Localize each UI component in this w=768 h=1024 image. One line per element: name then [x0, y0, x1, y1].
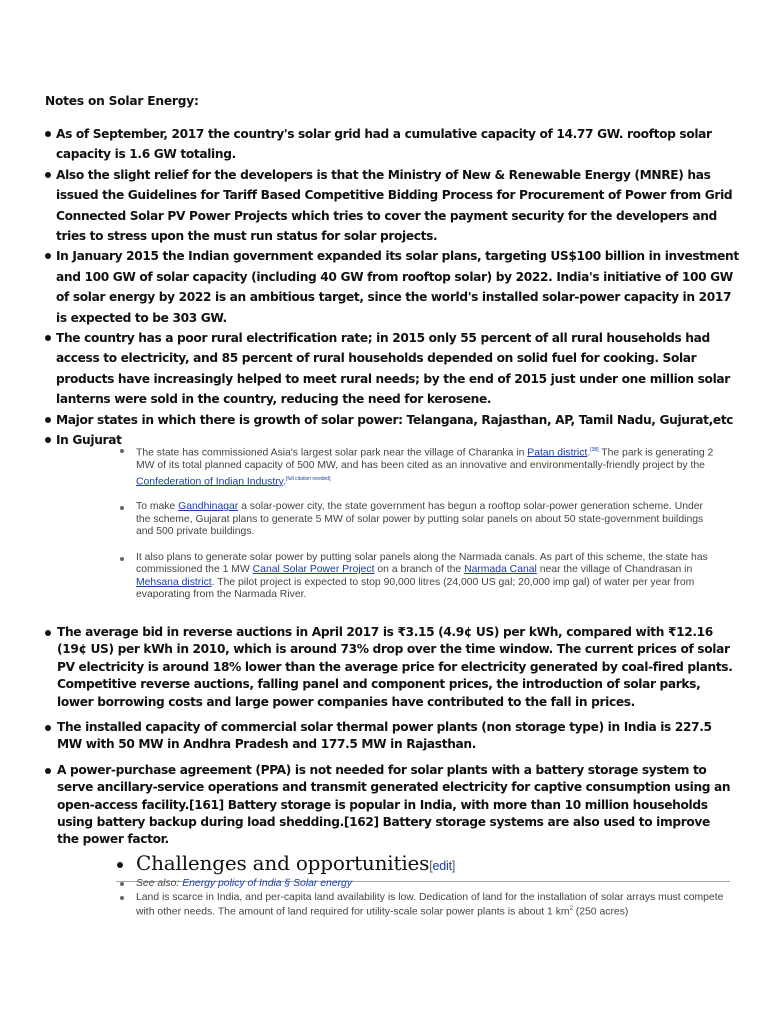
bullet-rural-electrification: The country has a poor rural electrification rate; in 2015 only 55 percent of all rural households had access to electricity, and 85 percent of rural households depended on solid fuel for cooking. Solar products have increasingly helped to meet rural needs; by the end of 2015 just under one million solar lanterns were sold in the country, reducing the need for kerosene. — [45, 328, 745, 410]
superscript: 2 — [569, 905, 573, 912]
gandhinagar-link[interactable]: Gandhinagar — [178, 501, 239, 513]
cii-link[interactable]: Confederation of Indian Industry — [136, 476, 284, 488]
text: on a branch of the — [374, 564, 465, 576]
text: Land is scarce in India, and per-capita land availability is low. Dedication of land for the installation of solar arrays must compete with other needs. The amount of land required for utility-scale solar power plants is about 1 km — [136, 891, 724, 918]
notes-section — [45, 94, 745, 451]
text: a solar-power city, the state government has begun a rooftop solar-power generation scheme. Under the scheme, Gujarat plans to generate 5 MW of solar power by putting solar panels on about 50 state-government buildings and 500 private buildings. — [136, 501, 704, 538]
citation-38-link[interactable]: [38] — [590, 447, 599, 453]
bullet-2015-expansion: In January 2015 the Indian government expanded its solar plans, targeting US$100 billion in investment and 100 GW of solar capacity (including 40 GW from rooftop solar) by 2022. India's initiative of 100 GW of solar energy by 2022 is an ambitious target, since the world's installed solar-power capacity in 2017 is expected to be 303 GW. — [45, 246, 745, 328]
gujarat-item-gandhinagar — [118, 501, 718, 539]
canal-solar-project-link[interactable]: Canal Solar Power Project — [252, 564, 375, 576]
text: To make — [136, 501, 179, 513]
see-also-item — [118, 878, 730, 890]
bullet-reverse-auctions: The average bid in reverse auctions in April 2017 is ₹3.15 (4.9¢ US) per kWh, compared with ₹12.16 (19¢ US) per kWh in 2010, which is around 73% drop over the time window. The current prices of solar PV electricity is around 18% lower than the average price for electricity generated by coal-fired plants. Competitive reverse auctions, falling panel and component prices, the introduction of solar parks, lower borrowing costs and large power companies have contributed to the fall in prices. — [45, 624, 735, 711]
challenges-list — [118, 878, 730, 920]
land-scarcity-item — [118, 892, 730, 918]
edit-link[interactable]: edit — [432, 859, 452, 873]
gujarat-wiki-excerpt — [118, 444, 718, 614]
notes-bullet-list — [45, 124, 745, 451]
gujarat-list — [118, 444, 718, 602]
bullet-grid-capacity: As of September, 2017 the country's solar grid had a cumulative capacity of 14.77 GW. rooftop solar capacity is 1.6 GW totaling. — [45, 124, 745, 165]
bullet-in-gujurat: In Gujurat — [45, 430, 745, 450]
edit-bracket-close: ] — [451, 859, 456, 873]
see-also-label: See also: — [136, 878, 183, 889]
heading-text: Challenges and opportunities — [136, 851, 430, 875]
text: (250 acres) — [572, 906, 629, 918]
text: It also plans to generate solar power by putting solar panels along the Narmada canals. As part of this scheme, the state has commissioned the 1 MW — [136, 551, 708, 576]
bullet-mnre-guidelines: Also the slight relief for the developers is that the Ministry of New & Renewable Energy (MNRE) has issued the Guidelines for Tariff Based Competitive Bidding Process for Procurement of Power from Grid Connected Solar PV Power Projects which tries to cover the payment security for the developers and tries to stress upon the must run status for solar projects. — [45, 165, 745, 247]
gujarat-item-narmada — [118, 552, 718, 602]
energy-policy-link[interactable]: Energy policy of India § Solar energy — [182, 878, 353, 889]
bullet-dot — [117, 862, 123, 868]
bullet-ppa-battery: A power-purchase agreement (PPA) is not needed for solar plants with a battery storage system to serve ancillary-service operations and transmit generated electricity for captive consumption using an open-access facility.[161] Battery storage is popular in India, with more than 10 million households using battery backup during load shedding.[162] Battery storage systems are also used to improve the power factor. — [45, 762, 735, 849]
text: . — [587, 447, 591, 459]
text: The state has commissioned Asia's largest solar park near the village of Charanka in — [136, 447, 528, 459]
narmada-canal-link[interactable]: Narmada Canal — [464, 564, 537, 576]
text: near the village of Chandrasan in — [536, 564, 693, 576]
patan-district-link[interactable]: Patan district — [527, 447, 588, 459]
bullet-solar-thermal: The installed capacity of commercial solar thermal power plants (non storage type) in India is 227.5 MW with 50 MW in Andhra Pradesh and 177.5 MW in Rajasthan. — [45, 719, 735, 754]
text: . — [283, 476, 286, 488]
bullet-major-states: Major states in which there is growth of solar power: Telangana, Rajasthan, AP, Tamil Nadu, Gujurat,etc — [45, 410, 745, 430]
notes2-bullet-list — [45, 624, 735, 849]
challenges-heading — [116, 850, 730, 879]
notes-section-2 — [45, 624, 735, 857]
text: . The pilot project is expected to stop 90,000 litres (24,000 US gal; 20,000 imp gal) of water per year from evaporating from the Narmada River. — [136, 576, 695, 601]
gujarat-item-charanka — [118, 444, 718, 489]
citation-needed-link[interactable]: [full citation needed] — [286, 475, 331, 482]
text: The park is generating 2 MW of its total planned capacity of 500 MW, and has been cited as an innovative and environmentally-friendly project by the — [136, 447, 714, 472]
notes-title: Notes on Solar Energy: — [45, 94, 199, 108]
edit-bracket-open: [ — [429, 859, 433, 873]
mehsana-district-link[interactable]: Mehsana district — [136, 576, 212, 588]
